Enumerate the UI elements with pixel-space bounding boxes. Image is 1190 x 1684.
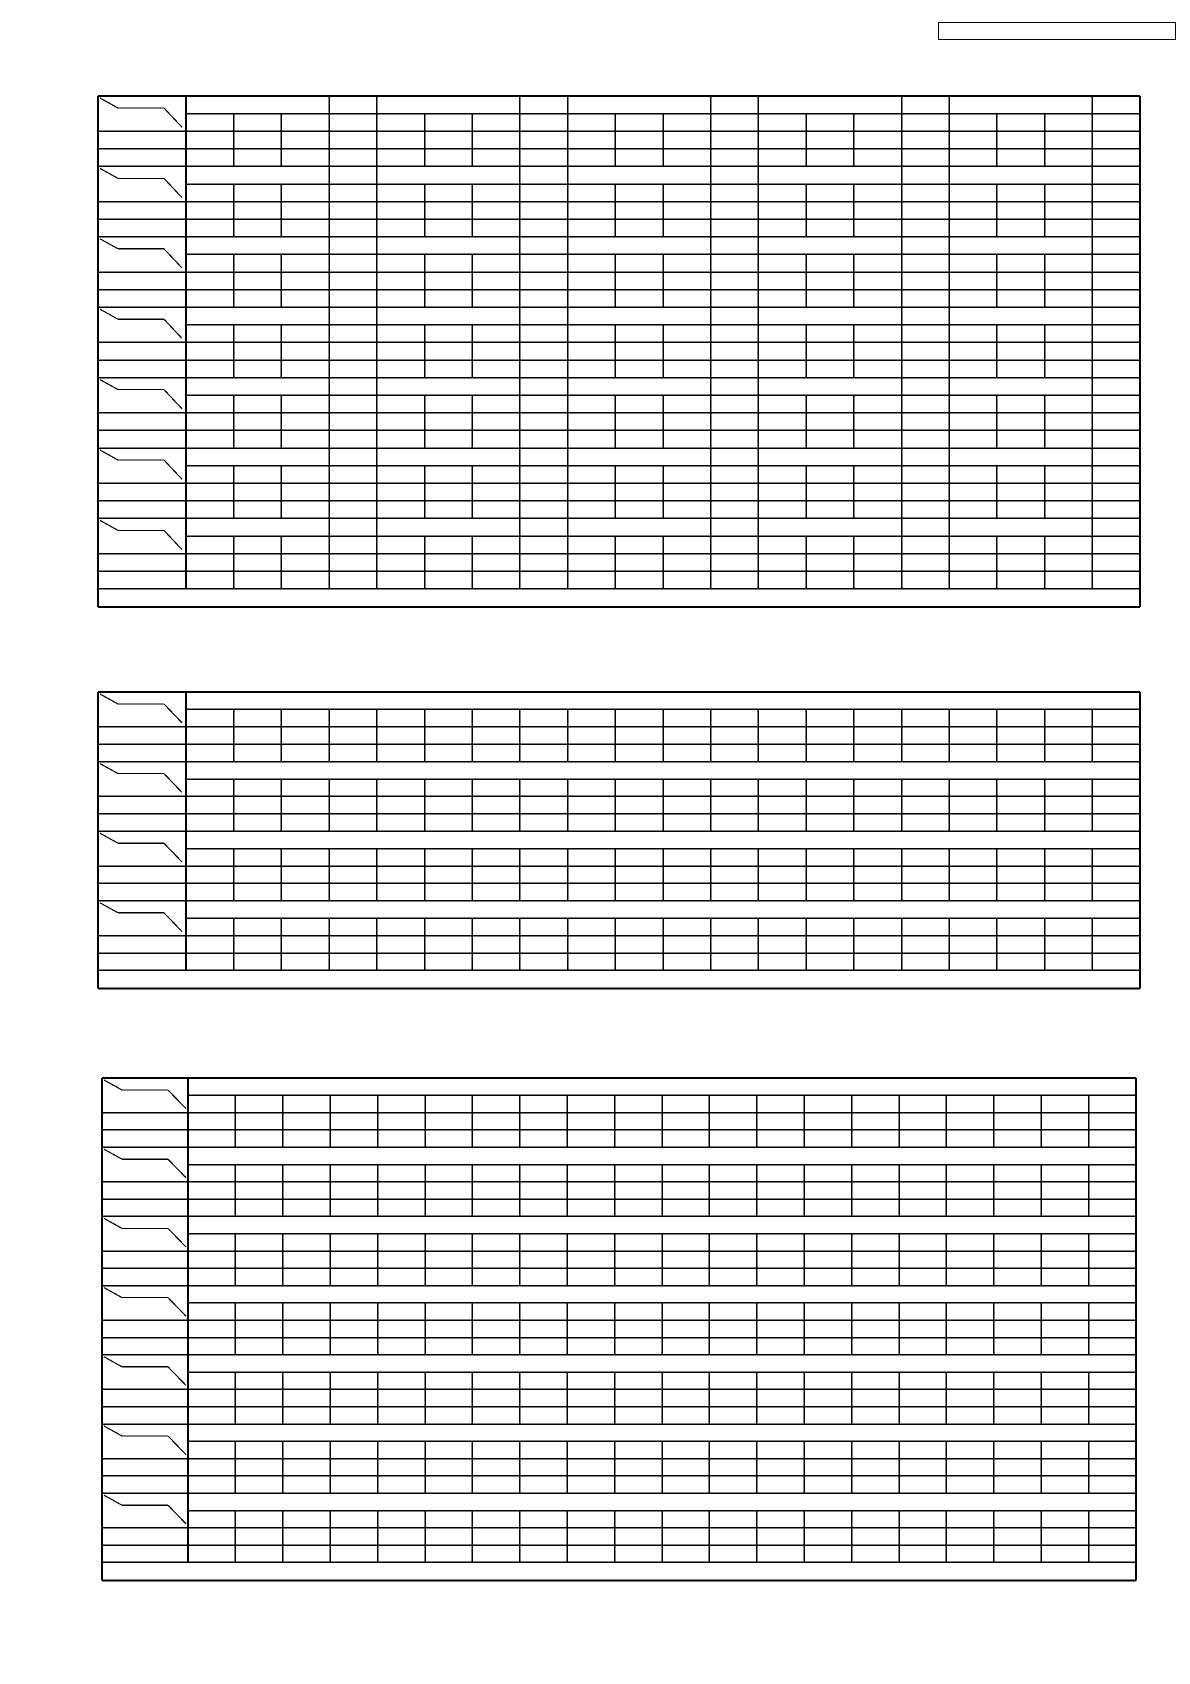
corner-diagonal xyxy=(104,1288,122,1298)
corner-diagonal xyxy=(168,1298,186,1317)
table-1 xyxy=(98,96,1140,602)
corner-diagonal xyxy=(168,1159,186,1178)
corner-diagonal xyxy=(164,319,182,338)
corner-diagonal xyxy=(100,450,118,460)
table-3 xyxy=(102,1078,1136,1581)
corner-diagonal xyxy=(168,1367,186,1386)
corner-diagonal xyxy=(164,108,182,127)
corner-diagonal xyxy=(164,530,182,549)
corner-diagonal xyxy=(164,843,182,862)
table-2 xyxy=(98,692,1140,990)
corner-diagonal xyxy=(100,903,118,913)
corner-diagonal xyxy=(168,1436,186,1455)
corner-diagonal xyxy=(100,98,118,108)
corner-diagonal xyxy=(168,1505,186,1524)
header-box xyxy=(938,22,1176,40)
corner-diagonal xyxy=(164,913,182,932)
corner-diagonal xyxy=(100,168,118,178)
corner-diagonal xyxy=(100,764,118,774)
corner-diagonal xyxy=(104,1080,122,1090)
corner-diagonal xyxy=(104,1495,122,1505)
corner-diagonal xyxy=(104,1357,122,1367)
corner-diagonal xyxy=(104,1149,122,1159)
corner-diagonal xyxy=(104,1218,122,1228)
corner-diagonal xyxy=(164,460,182,479)
corner-diagonal xyxy=(100,309,118,319)
corner-diagonal xyxy=(100,380,118,390)
corner-diagonal xyxy=(168,1228,186,1247)
corner-diagonal xyxy=(164,704,182,723)
corner-diagonal xyxy=(100,239,118,249)
corner-diagonal xyxy=(100,694,118,704)
corner-diagonal xyxy=(164,178,182,197)
corner-diagonal xyxy=(164,774,182,793)
corner-diagonal xyxy=(100,520,118,530)
corner-diagonal xyxy=(164,249,182,268)
corner-diagonal xyxy=(100,833,118,843)
corner-diagonal xyxy=(104,1426,122,1436)
corner-diagonal xyxy=(168,1090,186,1109)
corner-diagonal xyxy=(164,390,182,409)
